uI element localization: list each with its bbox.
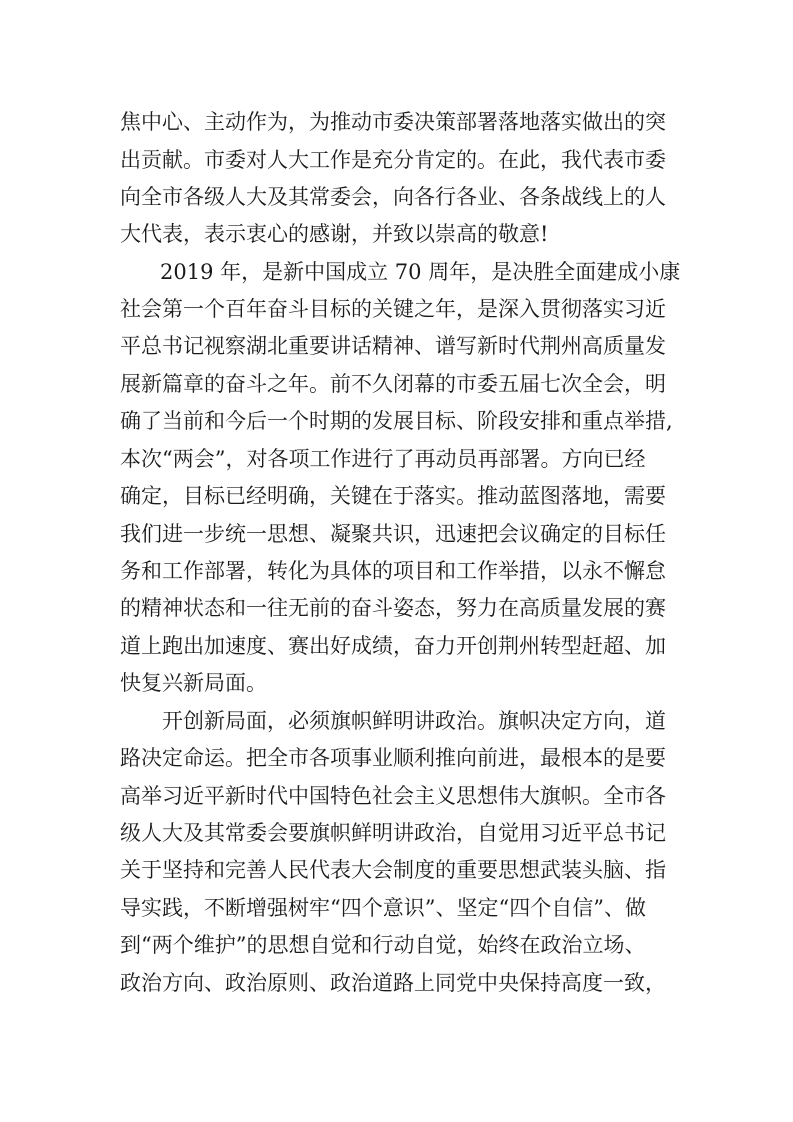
text-line-content: 本次“两会”，对各项工作进行了再动员再部署。方向已经 [120, 447, 646, 471]
text-line [0, 705, 793, 737]
text-line [0, 592, 793, 624]
text-line-content: 级人大及其常委会要旗帜鲜明讲政治，自觉用习近平总书记 [120, 821, 666, 845]
text-line [0, 854, 793, 886]
text-line [0, 368, 793, 400]
text-line [0, 892, 793, 924]
text-line [0, 667, 793, 699]
text-line [0, 293, 793, 325]
text-line-content: 快复兴新局面。 [120, 671, 267, 695]
text-line [0, 480, 793, 512]
text-line [0, 555, 793, 587]
text-line [0, 630, 793, 662]
text-line-content: 关于坚持和完善人民代表大会制度的重要思想武装头脑、指 [120, 858, 666, 882]
text-line-content: 社会第一个百年奋斗目标的关键之年，是深入贯彻落实习近 [120, 297, 666, 321]
text-line [0, 443, 793, 475]
text-line-content: 向全市各级人大及其常委会，向各行各业、各条战线上的人 [120, 185, 666, 209]
text-line-content: 开创新局面，必须旗帜鲜明讲政治。旗帜决定方向，道 [162, 709, 666, 733]
text-line-content: 务和工作部署，转化为具体的项目和工作举措，以永不懈怠 [120, 559, 666, 583]
text-line-content: 确定，目标已经明确，关键在于落实。推动蓝图落地，需要 [120, 484, 666, 508]
text-line [0, 742, 793, 774]
text-line [0, 256, 793, 288]
text-line [0, 405, 793, 437]
text-line-content: 焦中心、主动作为，为推动市委决策部署落地落实做出的突 [120, 110, 666, 134]
text-line-content: 政治方向、政治原则、政治道路上同党中央保持高度一致， [120, 971, 666, 995]
text-line [0, 218, 793, 250]
text-line [0, 518, 793, 550]
text-line-content: 平总书记视察湖北重要讲话精神、谱写新时代荆州高质量发 [120, 334, 666, 358]
text-line-content: 2019 年，是新中国成立 70 周年，是决胜全面建成小康 [160, 260, 681, 284]
text-line [0, 817, 793, 849]
text-line-content: 的精神状态和一往无前的奋斗姿态，努力在高质量发展的赛 [120, 596, 666, 620]
text-line [0, 780, 793, 812]
text-line-content: 出贡献。市委对人大工作是充分肯定的。在此，我代表市委 [120, 148, 666, 172]
text-line [0, 330, 793, 362]
text-line [0, 181, 793, 213]
text-line-content: 到“两个维护”的思想自觉和行动自觉，始终在政治立场、 [120, 933, 646, 957]
text-line [0, 106, 793, 138]
text-line-content: 我们进一步统一思想、凝聚共识，迅速把会议确定的目标任 [120, 522, 666, 546]
text-line-content: 导实践，不断增强树牢“四个意识”、坚定“四个自信”、做 [120, 896, 646, 920]
text-line [0, 967, 793, 999]
text-line [0, 144, 793, 176]
text-line-content: 大代表，表示衷心的感谢，并致以崇高的敬意! [120, 222, 549, 246]
text-line-content: 高举习近平新时代中国特色社会主义思想伟大旗帜。全市各 [120, 784, 666, 808]
text-line-content: 路决定命运。把全市各项事业顺利推向前进，最根本的是要 [120, 746, 666, 770]
text-line-content: 展新篇章的奋斗之年。前不久闭幕的市委五届七次全会，明 [120, 372, 666, 396]
text-line [0, 929, 793, 961]
text-line-content: 确了当前和今后一个时期的发展目标、阶段安排和重点举措, [120, 409, 673, 433]
text-line-content: 道上跑出加速度、赛出好成绩，奋力开创荆州转型赶超、加 [120, 634, 666, 658]
